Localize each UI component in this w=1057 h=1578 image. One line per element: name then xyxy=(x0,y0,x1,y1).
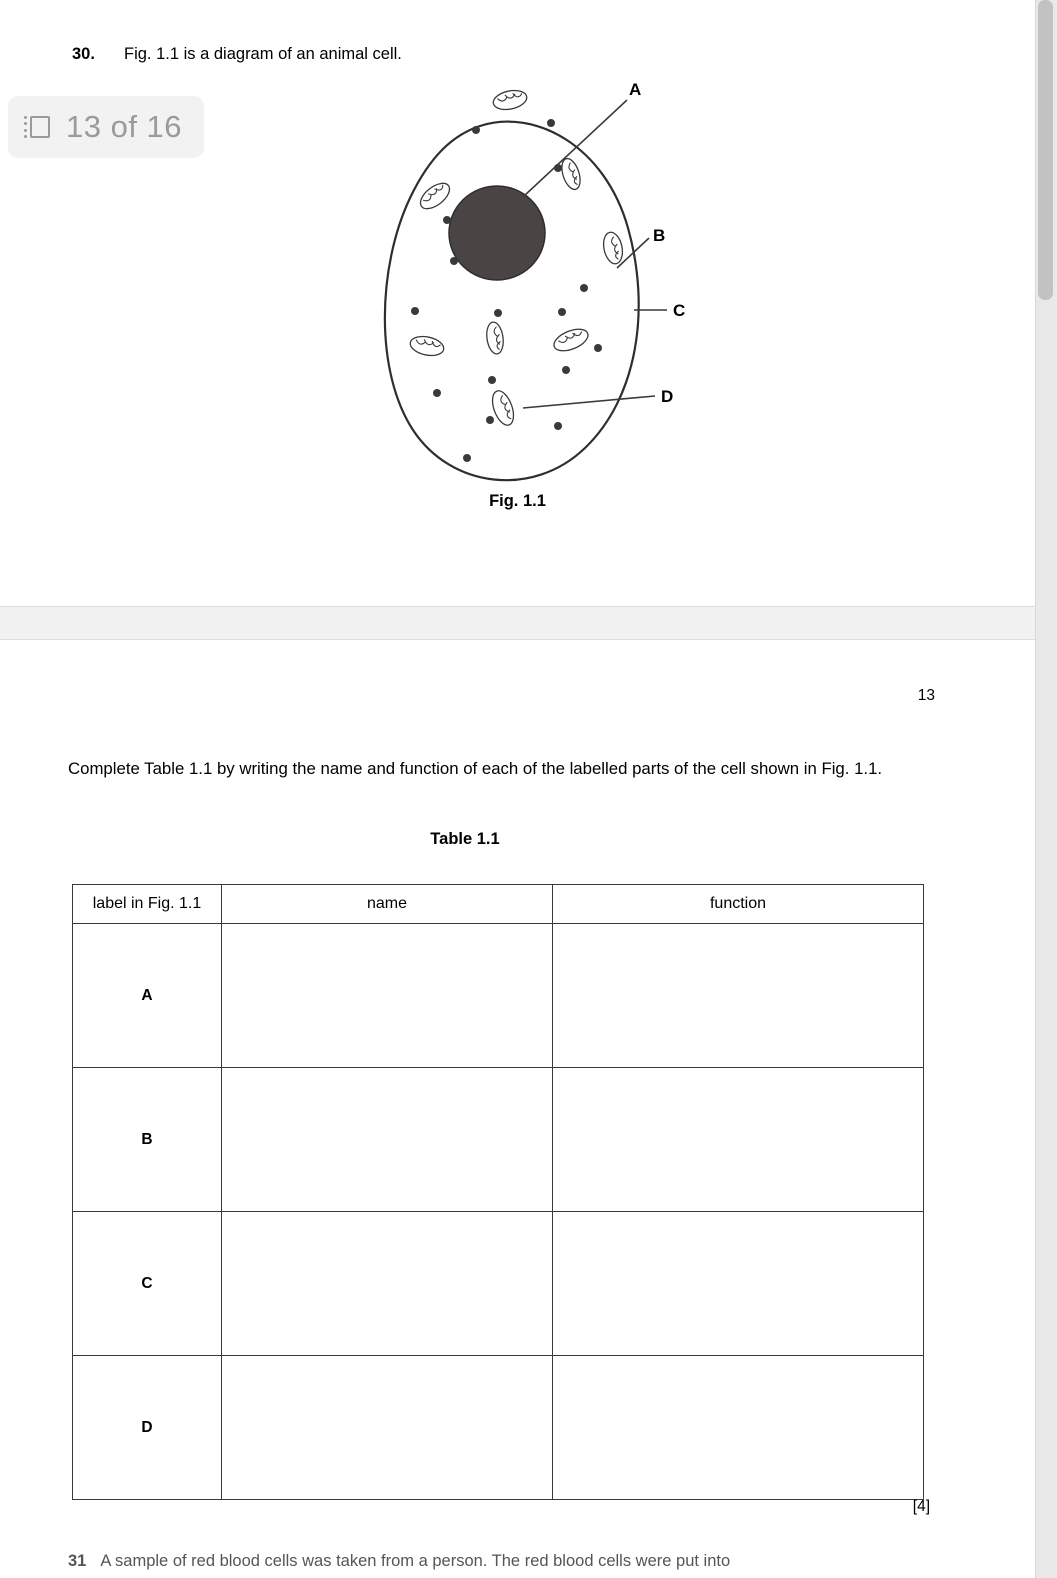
header-function: function xyxy=(553,885,924,924)
scrollbar-thumb[interactable] xyxy=(1038,0,1053,300)
row-label-c: C xyxy=(73,1212,222,1356)
cell-membrane-outline xyxy=(385,122,639,481)
row-function-c[interactable] xyxy=(553,1212,924,1356)
animal-cell-figure xyxy=(355,78,715,498)
row-label-a: A xyxy=(73,924,222,1068)
page-number: 13 xyxy=(917,687,935,704)
table-row xyxy=(73,1356,924,1500)
question-31-number: 31 xyxy=(68,1552,87,1570)
header-name: name xyxy=(222,885,553,924)
question-31-text: A sample of red blood cells was taken from a person. The red blood cells were put into xyxy=(100,1552,731,1570)
figure-label-c: C xyxy=(673,301,686,320)
question-30 xyxy=(72,44,972,65)
figure-caption: Fig. 1.1 xyxy=(489,492,546,510)
question-31 xyxy=(68,1552,968,1571)
page-indicator-label: 13 of 16 xyxy=(66,109,183,144)
figure-label-d: D xyxy=(661,387,674,406)
page-indicator[interactable] xyxy=(8,96,204,158)
nucleus-shape xyxy=(449,186,545,280)
question-30-number: 30. xyxy=(72,45,95,63)
figure-label-b: B xyxy=(653,226,666,245)
row-function-b[interactable] xyxy=(553,1068,924,1212)
table-title: Table 1.1 xyxy=(430,830,500,848)
table-row xyxy=(73,1212,924,1356)
table-row xyxy=(73,924,924,1068)
table-1-1 xyxy=(72,884,924,1500)
pages-view-icon xyxy=(24,114,54,140)
marks-allocation: [4] xyxy=(912,1498,930,1515)
row-label-b: B xyxy=(73,1068,222,1212)
question-30-text: Fig. 1.1 is a diagram of an animal cell. xyxy=(124,45,402,63)
header-label: label in Fig. 1.1 xyxy=(73,885,222,924)
row-name-a[interactable] xyxy=(222,924,553,1068)
page-separator xyxy=(0,606,1035,640)
figure-label-letters xyxy=(629,80,685,406)
figure-label-a: A xyxy=(629,80,642,99)
table-row xyxy=(73,1068,924,1212)
row-label-d: D xyxy=(73,1356,222,1500)
row-function-a[interactable] xyxy=(553,924,924,1068)
table-instruction: Complete Table 1.1 by writing the name and function of each of the labelled parts of the cell shown in Fig. 1.1. xyxy=(68,759,883,778)
row-name-c[interactable] xyxy=(222,1212,553,1356)
row-name-d[interactable] xyxy=(222,1356,553,1500)
row-name-b[interactable] xyxy=(222,1068,553,1212)
table-header-row xyxy=(73,885,924,924)
row-function-d[interactable] xyxy=(553,1356,924,1500)
